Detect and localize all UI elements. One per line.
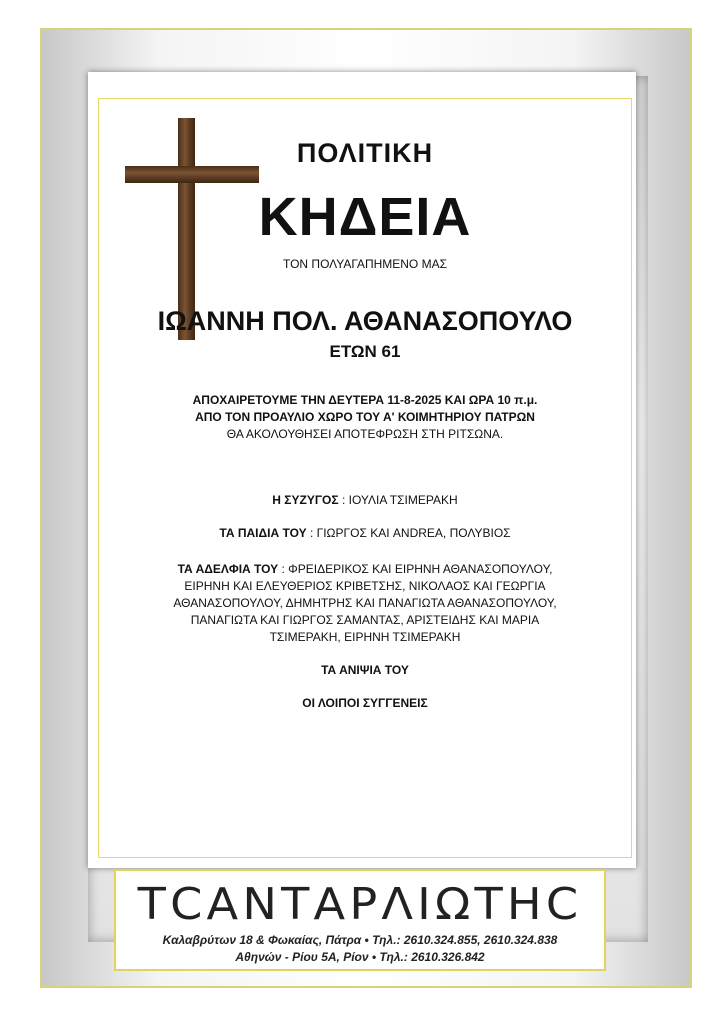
siblings-line-2: ΕΙΡΗΝΗ ΚΑΙ ΕΛΕΥΘΕΡΙΟΣ ΚΡΙΒΕΤΣΗΣ, ΝΙΚΟΛΑΟΣ ΚΑΙ ΓΕΩΡΓΙΑ xyxy=(184,579,546,593)
siblings-line-5: ΤΣΙΜΕΡΑΚΗ, ΕΙΡΗΝΗ ΤΣΙΜΕΡΑΚΗ xyxy=(269,630,461,644)
siblings-line-3: ΑΘΑΝΑΣΟΠΟΥΛΟΥ, ΔΗΜΗΤΡΗΣ ΚΑΙ ΠΑΝΑΓΙΩΤΑ ΑΘΑΝΑΣΟΠΟΥΛΟΥ, xyxy=(173,596,557,610)
siblings-block xyxy=(98,561,632,646)
spouse-value: : ΙΟΥΛΙΑ ΤΣΙΜΕΡΑΚΗ xyxy=(341,493,458,507)
ceremony-line-3: ΘΑ ΑΚΟΛΟΥΘΗΣΕΙ ΑΠΟΤΕΦΡΩΣΗ ΣΤΗ ΡΙΤΣΩΝΑ. xyxy=(226,427,504,441)
deceased-name: ΙΩΑΝΝΗ ΠΟΛ. ΑΘΑΝΑΣΟΠΟΥΛΟ xyxy=(157,306,573,336)
children-line xyxy=(98,525,632,542)
siblings-line-1: : ΦΡΕΙΔΕΡΙΚΟΣ ΚΑΙ ΕΙΡΗΝΗ ΑΘΑΝΑΣΟΠΟΥΛΟΥ, xyxy=(281,562,553,576)
funeral-home-box xyxy=(114,869,606,971)
nephews-line: ΤΑ ΑΝΙΨΙΑ ΤΟΥ xyxy=(321,663,409,677)
funeral-home-logo: ΤCΑΝΤΑΡΛΙΩΤΗC xyxy=(137,879,583,930)
siblings-line-4: ΠΑΝΑΓΙΩΤΑ ΚΑΙ ΓΙΩΡΓΟΣ ΣΑΜΑΝΤΑΣ, ΑΡΙΣΤΕΙΔΗΣ ΚΑΙ ΜΑΡΙΑ xyxy=(190,613,540,627)
other-relatives-line: ΟΙ ΛΟΙΠΟΙ ΣΥΓΓΕΝΕΙΣ xyxy=(302,696,428,710)
title-small: ΠΟΛΙΤΙΚΗ xyxy=(296,138,434,168)
ceremony-line-2: ΑΠΟ ΤΟΝ ΠΡΟΑΥΛΙΟ ΧΩΡΟ ΤΟΥ Α' ΚΟΙΜΗΤΗΡΙΟΥ ΠΑΤΡΩΝ xyxy=(195,410,535,424)
funeral-home-address-2: Αθηνών - Ρίου 5Α, Ρίον • Τηλ.: 2610.326.842 xyxy=(235,950,485,964)
deceased-age: ΕΤΩΝ 61 xyxy=(329,342,401,361)
ceremony-line-1: ΑΠΟΧΑΙΡΕΤΟΥΜΕ ΤΗΝ ΔΕΥΤΕΡΑ 11-8-2025 ΚΑΙ ΩΡΑ 10 π.μ. xyxy=(192,393,538,407)
funeral-home-address-1: Καλαβρύτων 18 & Φωκαίας, Πάτρα • Τηλ.: 2610.324.855, 2610.324.838 xyxy=(162,933,558,947)
children-label: ΤΑ ΠΑΙΔΙΑ ΤΟΥ xyxy=(219,526,307,540)
subtitle: ΤΟΝ ΠΟΛΥΑΓΑΠΗΜΕΝΟ ΜΑΣ xyxy=(282,257,448,271)
spouse-label: Η ΣΥΖΥΓΟΣ xyxy=(272,493,339,507)
title-big: ΚΗΔΕΙΑ xyxy=(258,187,472,247)
children-value: : ΓΙΩΡΓΟΣ ΚΑΙ ANDREA, ΠΟΛΥΒΙΟΣ xyxy=(309,526,511,540)
spouse-line xyxy=(98,492,632,509)
siblings-label: ΤΑ ΑΔΕΛΦΙΑ ΤΟΥ xyxy=(177,562,279,576)
